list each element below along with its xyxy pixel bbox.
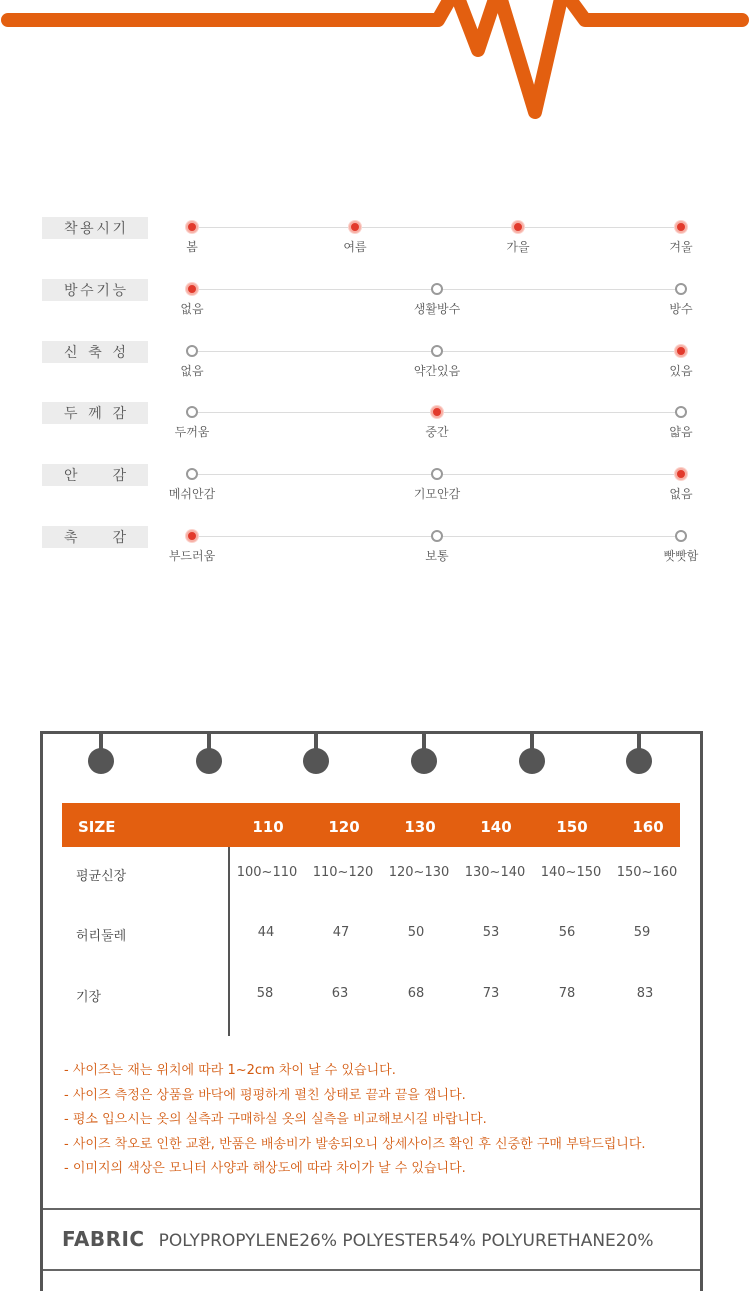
attribute-option [397, 341, 477, 379]
note-item: - 사이즈 측정은 상품을 바닥에 평평하게 펼친 상태로 끝과 끝을 잽니다. [64, 1087, 466, 1103]
attribute-option-label: 약간있음 [413, 364, 461, 378]
table-cell: 44 [257, 925, 275, 940]
attribute-label-char: 감 [112, 468, 126, 484]
attribute-option-label: 기모안감 [413, 487, 461, 501]
attribute-option-label: 봄 [186, 240, 198, 254]
selected-dot-icon [186, 530, 198, 542]
attribute-row [0, 526, 750, 566]
binder-ring [519, 734, 545, 774]
selected-dot-icon [675, 345, 687, 357]
attribute-label-char: 신 [64, 345, 78, 361]
table-cell: 140~150 [540, 865, 602, 880]
fabric-divider-bottom [43, 1269, 700, 1271]
attribute-option [152, 341, 232, 379]
table-cell: 63 [331, 986, 349, 1001]
attribute-option-label: 없음 [180, 364, 204, 378]
table-cell: 130~140 [464, 865, 526, 880]
unselected-dot-icon [675, 530, 687, 542]
table-cell: 50 [407, 925, 425, 940]
attribute-scale-line [192, 227, 682, 228]
attribute-row [0, 402, 750, 442]
table-cell: 150~160 [616, 865, 678, 880]
selected-dot-icon [186, 283, 198, 295]
attribute-row [0, 341, 750, 381]
attribute-row [0, 217, 750, 257]
attribute-option-label: 부드러움 [168, 549, 216, 563]
attribute-label-char: 축 [88, 345, 102, 361]
attribute-option [641, 341, 721, 379]
attribute-label [42, 402, 148, 424]
selected-dot-icon [431, 406, 443, 418]
binder-ring [88, 734, 114, 774]
table-cell: 120~130 [388, 865, 450, 880]
attribute-option-label: 가을 [506, 240, 530, 254]
attribute-option-label: 중간 [425, 425, 449, 439]
selected-dot-icon [675, 221, 687, 233]
unselected-dot-icon [186, 406, 198, 418]
attribute-option-label: 생활방수 [413, 302, 461, 316]
attribute-option-label: 방수 [669, 302, 693, 316]
attribute-option [152, 526, 232, 564]
attribute-option [397, 402, 477, 440]
table-row [0, 986, 750, 1010]
note-item: - 이미지의 색상은 모니터 사양과 해상도에 따라 차이가 날 수 있습니다. [64, 1161, 466, 1176]
unselected-dot-icon [431, 283, 443, 295]
attribute-label-char: 능 [112, 283, 126, 299]
attribute-label-char: 착 [64, 221, 78, 237]
unselected-dot-icon [675, 283, 687, 295]
attribute-label [42, 279, 148, 301]
attribute-option [478, 217, 558, 255]
table-cell: 58 [256, 986, 274, 1001]
binder-ring [411, 734, 437, 774]
attribute-option-label: 빳빳함 [663, 549, 699, 563]
size-header-label: SIZE [78, 818, 116, 836]
unselected-dot-icon [186, 468, 198, 480]
selected-dot-icon [186, 221, 198, 233]
attribute-label [42, 526, 148, 548]
attribute-option-label: 여름 [343, 240, 367, 254]
row-label: 허리둘레 [76, 929, 127, 944]
attribute-label [42, 341, 148, 363]
size-table-header [62, 803, 680, 847]
note-item: - 평소 입으시는 옷의 실측과 구매하실 옷의 실측을 비교해보시길 바랍니다. [64, 1112, 487, 1127]
attribute-label-char: 감 [112, 530, 126, 546]
attribute-label-char: 촉 [64, 530, 78, 546]
selected-dot-icon [512, 221, 524, 233]
attribute-option [397, 526, 477, 564]
size-header-120: 120 [328, 818, 360, 836]
table-cell: 100~110 [236, 865, 298, 880]
binder-ring [303, 734, 329, 774]
table-cell: 59 [633, 925, 651, 940]
size-header-110: 110 [252, 818, 284, 836]
table-cell: 56 [558, 925, 576, 940]
note-item: - 사이즈는 재는 위치에 따라 1~2cm 차이 날 수 있습니다. [64, 1063, 396, 1078]
attribute-label-char: 방 [64, 283, 78, 299]
table-cell: 47 [332, 925, 350, 940]
attribute-option [641, 279, 721, 317]
attribute-label-char: 성 [112, 345, 126, 361]
attribute-option [641, 526, 721, 564]
attribute-option-label: 메쉬안감 [168, 487, 216, 501]
attribute-label-char: 께 [88, 406, 102, 422]
attribute-option-label: 얇음 [669, 425, 693, 439]
size-header-160: 160 [632, 818, 664, 836]
attribute-label [42, 464, 148, 486]
attribute-option-label: 두꺼움 [174, 425, 210, 439]
size-header-150: 150 [556, 818, 588, 836]
attribute-label [42, 217, 148, 239]
fabric-info [62, 1224, 654, 1254]
attribute-option-label: 보통 [425, 549, 449, 563]
table-cell: 110~120 [312, 865, 374, 880]
table-row [0, 925, 750, 949]
row-label: 평균신장 [76, 869, 127, 884]
unselected-dot-icon [675, 406, 687, 418]
unselected-dot-icon [431, 530, 443, 542]
attribute-row [0, 464, 750, 504]
table-row [0, 865, 750, 889]
attribute-label-char: 기 [96, 283, 110, 299]
selected-dot-icon [349, 221, 361, 233]
row-label: 기장 [76, 990, 102, 1005]
attribute-option [152, 217, 232, 255]
heartbeat-line-decoration [0, 0, 750, 130]
attribute-row [0, 279, 750, 319]
attribute-option [315, 217, 395, 255]
unselected-dot-icon [186, 345, 198, 357]
fabric-composition: POLYPROPYLENE26% POLYESTER54% POLYURETHANE20% [158, 1231, 654, 1251]
table-cell: 83 [636, 986, 654, 1001]
note-item: - 사이즈 착오로 인한 교환, 반품은 배송비가 발송되오니 상세사이즈 확인 후 신중한 구매 부탁드립니다. [64, 1136, 646, 1152]
attribute-label-char: 안 [64, 468, 78, 484]
attribute-label-char: 감 [112, 406, 126, 422]
attribute-option [397, 464, 477, 502]
fabric-divider-top [43, 1208, 700, 1210]
table-cell: 53 [482, 925, 500, 940]
attribute-label-char: 두 [64, 406, 78, 422]
size-header-140: 140 [480, 818, 512, 836]
fabric-label: FABRIC [62, 1227, 145, 1251]
attribute-option [397, 279, 477, 317]
attribute-label-char: 용 [80, 221, 94, 237]
size-notes [64, 1061, 646, 1184]
unselected-dot-icon [431, 345, 443, 357]
attribute-option [152, 464, 232, 502]
attribute-option-label: 겨울 [669, 240, 693, 254]
attribute-option-label: 없음 [669, 487, 693, 501]
unselected-dot-icon [431, 468, 443, 480]
attribute-option [152, 402, 232, 440]
table-cell: 78 [558, 986, 576, 1001]
attribute-option [152, 279, 232, 317]
attribute-option [641, 464, 721, 502]
size-header-130: 130 [404, 818, 436, 836]
attribute-option-label: 없음 [180, 302, 204, 316]
table-cell: 68 [407, 986, 425, 1001]
selected-dot-icon [675, 468, 687, 480]
table-cell: 73 [482, 986, 500, 1001]
attribute-label-char: 수 [80, 283, 94, 299]
binder-ring [196, 734, 222, 774]
attribute-label-char: 시 [96, 221, 110, 237]
attribute-option [641, 217, 721, 255]
attribute-option-label: 있음 [669, 364, 693, 378]
binder-ring [626, 734, 652, 774]
attribute-label-char: 기 [112, 221, 126, 237]
attribute-option [641, 402, 721, 440]
